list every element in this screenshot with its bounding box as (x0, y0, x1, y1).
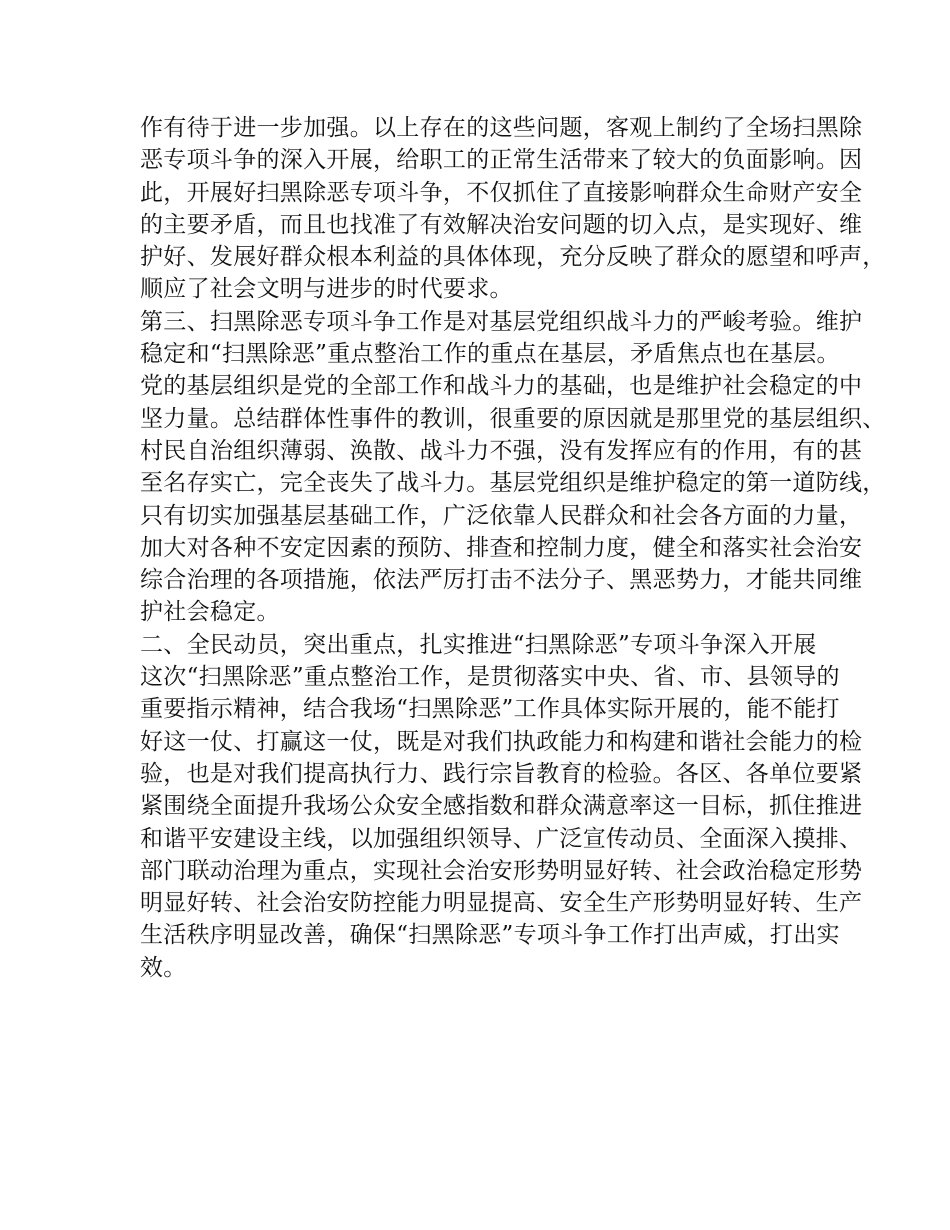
text-line: 作有待于进一步加强。以上存在的这些问题，客观上制约了全场扫黑除 (140, 115, 863, 141)
text-line: 第三、扫黑除恶专项斗争工作是对基层党组织战斗力的严峻考验。维护 (140, 308, 863, 335)
text-line: 这次“扫黑除恶”重点整治工作，是贯彻落实中央、省、市、县领导的 (140, 664, 840, 691)
text-line: 的主要矛盾，而且也找准了有效解决治安问题的切入点，是实现好、维 (140, 211, 863, 238)
text-line: 加大对各种不安定因素的预防、排查和控制力度，健全和落实社会治安 (140, 534, 863, 561)
text-line: 坚力量。总结群体性事件的教训，很重要的原因就是那里党的基层组织、 (140, 405, 886, 432)
text-line: 综合治理的各项措施，依法严厉打击不法分子、黑恶势力，才能共同维 (140, 567, 863, 594)
text-line: 护好、发展好群众根本利益的具体体现，充分反映了群众的愿望和呼声， (140, 244, 886, 271)
text-line: 验，也是对我们提高执行力、践行宗旨教育的检验。各区、各单位要紧 (140, 760, 863, 787)
text-line: 只有切实加强基层基础工作，广泛依靠人民群众和社会各方面的力量， (140, 502, 863, 529)
text-line: 二、全民动员，突出重点，扎实推进“扫黑除恶”专项斗争深入开展 (140, 631, 817, 658)
text-line: 部门联动治理为重点，实现社会治安形势明显好转、社会政治稳定形势 (140, 857, 863, 884)
document-body (140, 112, 886, 984)
text-line: 明显好转、社会治安防控能力明显提高、安全生产形势明显好转、生产 (140, 890, 863, 917)
text-line: 至名存实亡，完全丧失了战斗力。基层党组织是维护稳定的第一道防线， (140, 470, 886, 497)
text-line: 和谐平安建设主线，以加强组织领导、广泛宣传动员、全面深入摸排、 (140, 825, 863, 852)
text-line: 此，开展好扫黑除恶专项斗争，不仅抓住了直接影响群众生命财产安全 (140, 179, 863, 206)
text-line: 重要指示精神，结合我场“扫黑除恶”工作具体实际开展的，能不能打 (140, 696, 840, 723)
text-line: 稳定和“扫黑除恶”重点整治工作的重点在基层，矛盾焦点也在基层。 (140, 341, 840, 368)
text-line: 紧围绕全面提升我场公众安全感指数和群众满意率这一目标，抓住推进 (140, 793, 863, 820)
text-line: 生活秩序明显改善，确保“扫黑除恶”专项斗争工作打出声威，打出实 (140, 922, 840, 949)
text-line: 恶专项斗争的深入开展，给职工的正常生活带来了较大的负面影响。因 (140, 147, 863, 174)
text-line: 效。 (140, 954, 187, 981)
text-line: 顺应了社会文明与进步的时代要求。 (140, 276, 513, 303)
text-line: 村民自治组织薄弱、涣散、战斗力不强，没有发挥应有的作用，有的甚 (140, 437, 863, 464)
text-line: 护社会稳定。 (140, 599, 280, 626)
text-line: 党的基层组织是党的全部工作和战斗力的基础，也是维护社会稳定的中 (140, 373, 863, 400)
text-line: 好这一仗、打赢这一仗，既是对我们执政能力和构建和谐社会能力的检 (140, 728, 863, 755)
